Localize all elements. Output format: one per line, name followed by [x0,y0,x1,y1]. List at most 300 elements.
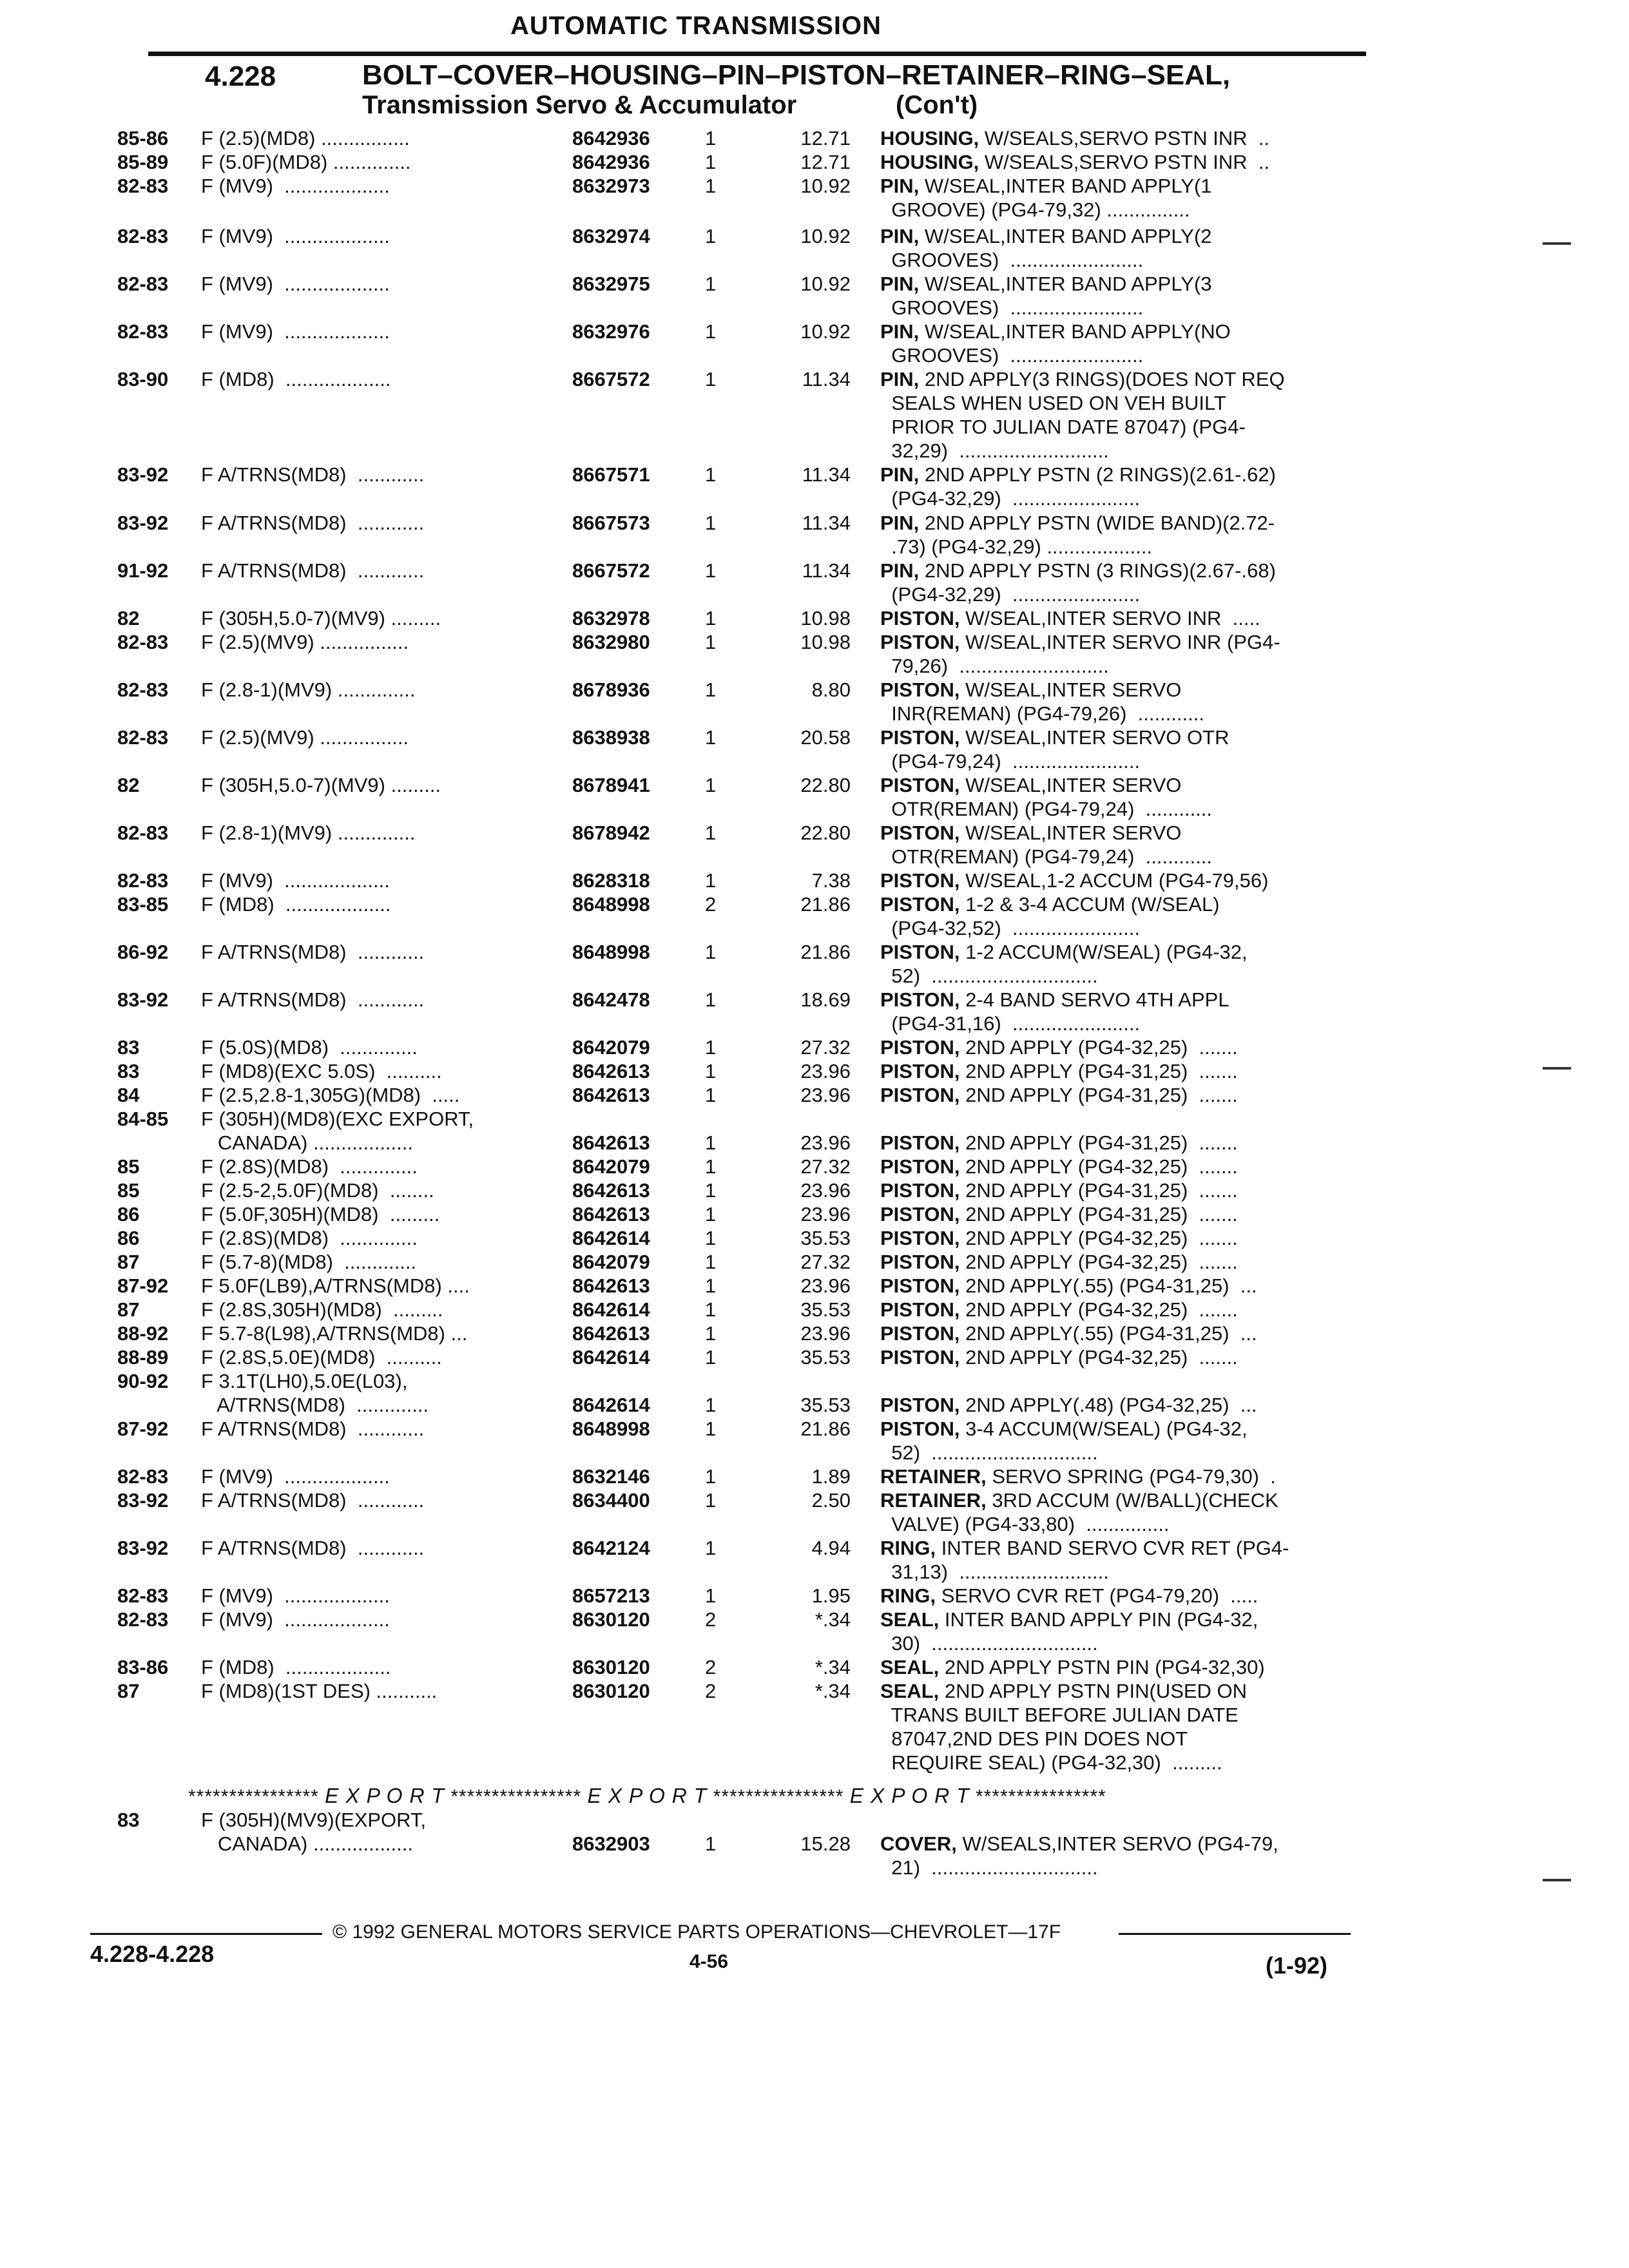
application-cell: CANADA) .................. [201,1832,413,1855]
part-detail: GROOVES) ........................ [880,296,1144,319]
part-name: PISTON, [880,631,960,653]
application-cell: F (MD8) ................... [201,1656,391,1678]
part-detail: VALVE) (PG4-33,80) ............... [880,1513,1170,1535]
application-cell: F (305H)(MD8)(EXC EXPORT, [201,1108,474,1130]
part-number-cell: 8634400 [572,1489,650,1512]
part-detail: 2ND APPLY PSTN PIN(USED ON [939,1680,1248,1702]
description-line [880,726,1357,749]
part-detail: 2-4 BAND SERVO 4TH APPL [959,988,1229,1011]
application-cell: F (MV9) ................... [201,1465,390,1488]
description-line [880,1608,1357,1631]
application-cell: F (MV9) ................... [201,1608,390,1631]
description-cell [880,1465,1357,1488]
part-number-cell: 8642613 [572,1322,650,1345]
description-line [880,797,1357,821]
application-cell: F (MD8) ................... [201,893,391,916]
part-detail: GROOVES) ........................ [880,249,1144,271]
description-cell [880,1298,1357,1321]
price-cell: 4.94 [811,1537,851,1559]
export-label: E X P O R T [325,1784,445,1807]
price-cell: 10.98 [800,607,851,629]
application-cell: F (5.7-8)(MD8) ............. [201,1251,417,1273]
description-line [880,1417,1357,1441]
quantity-cell: 1 [705,512,717,534]
quantity-cell: 1 [705,1298,717,1321]
part-detail: 2ND APPLY (PG4-32,25) ....... [959,1298,1238,1321]
part-detail: 2ND APPLY(3 RINGS)(DOES NOT REQ [919,368,1285,390]
part-name: HOUSING, [880,127,979,149]
application-cell: F (2.8S,5.0E)(MD8) .......... [201,1346,442,1369]
price-cell: 10.92 [800,273,851,295]
quantity-cell: 1 [705,127,717,149]
year-cell: 85 [117,1155,140,1178]
description-cell [880,1202,1357,1226]
price-cell: 11.34 [802,463,851,486]
description-line [880,869,1357,892]
description-line [880,1751,1357,1774]
description-line [880,486,1357,510]
part-number-cell: 8642613 [572,1203,650,1225]
quantity-cell: 1 [705,1322,717,1345]
part-number-cell: 8642613 [572,1131,650,1154]
price-cell: *.34 [815,1608,851,1631]
description-line [880,296,1357,320]
price-cell: 23.96 [800,1084,851,1106]
description-line [880,1441,1357,1465]
description-line [880,126,1357,150]
part-name: PISTON, [880,1394,960,1416]
part-name: PISTON, [880,774,960,796]
application-cell: F (5.0F)(MD8) .............. [201,151,411,173]
description-line [880,1631,1357,1655]
application-cell: F (2.5-2,5.0F)(MD8) ........ [201,1179,434,1202]
description-cell [880,1321,1357,1345]
application-cell: F (305H)(MV9)(EXPORT, [201,1809,427,1831]
part-name: PISTON, [880,1227,960,1249]
part-detail: W/SEALS,INTER SERVO (PG4-79, [956,1832,1278,1855]
part-name: PIN, [880,512,920,534]
part-name: PIN, [880,225,920,247]
description-cell [880,463,1357,510]
description-line [880,1155,1357,1178]
quantity-cell: 1 [705,151,717,173]
application-cell: F A/TRNS(MD8) ............ [201,512,425,534]
description-line [880,1584,1357,1608]
part-number-cell: 8632976 [572,320,650,343]
section-title-line2: Transmission Servo & Accumulator [362,91,797,119]
part-detail: 2ND APPLY PSTN (3 RINGS)(2.67-.68) [919,559,1276,582]
description-line [880,439,1357,463]
price-cell: 35.53 [800,1394,851,1416]
description-cell [880,606,1357,630]
year-cell: 90-92 [117,1370,169,1392]
footer-rule-left [90,1933,322,1935]
year-cell: 82-83 [117,1608,169,1631]
description-line [880,1465,1357,1488]
application-cell: F (MV9) ................... [201,225,390,247]
description-cell [880,1155,1357,1178]
description-cell [880,1488,1357,1536]
quantity-cell: 1 [705,607,717,629]
part-detail: SEALS WHEN USED ON VEH BUILT [880,392,1226,414]
year-cell: 82-83 [117,822,169,844]
description-line [880,988,1357,1012]
year-cell: 83 [117,1809,140,1831]
year-cell: 82 [117,607,140,629]
year-cell: 87 [117,1251,140,1273]
year-cell: 88-92 [117,1322,169,1345]
quantity-cell: 1 [705,1251,717,1273]
part-number-cell: 8628318 [572,869,650,892]
part-detail: W/SEALS,SERVO PSTN INR .. [979,127,1270,149]
quantity-cell: 1 [705,678,717,701]
part-detail: 52) .............................. [880,1441,1098,1464]
application-cell: CANADA) .................. [201,1131,413,1154]
part-number-cell: 8642936 [572,127,650,149]
quantity-cell: 1 [705,559,717,582]
part-detail: 3-4 ACCUM(W/SEAL) (PG4-32, [959,1418,1248,1440]
price-cell: 11.34 [802,368,851,390]
section-title-continued: (Con't) [896,91,978,119]
part-name: PISTON, [880,941,960,963]
description-line [880,940,1357,964]
part-detail: OTR(REMAN) (PG4-79,24) ............ [880,845,1213,868]
part-detail: 1-2 & 3-4 ACCUM (W/SEAL) [959,893,1220,916]
description-line [880,678,1357,702]
year-cell: 82-83 [117,726,169,749]
year-cell: 82-83 [117,1465,169,1488]
description-cell [880,1655,1357,1679]
description-line [880,367,1357,391]
year-cell: 82 [117,774,140,796]
price-cell: 18.69 [800,988,851,1011]
part-detail: W/SEAL,INTER BAND APPLY(2 [919,225,1212,247]
part-detail: (PG4-31,16) ....................... [880,1012,1141,1035]
part-detail: (PG4-32,29) ....................... [880,487,1141,510]
part-number-cell: 8642124 [572,1537,650,1559]
price-cell: 8.80 [811,678,851,701]
description-line [880,1178,1357,1202]
price-cell: 10.92 [800,320,851,343]
part-detail: 32,29) ........................... [880,439,1109,462]
description-line [880,272,1357,296]
description-cell [880,869,1357,892]
part-detail: SERVO CVR RET (PG4-79,20) ..... [936,1584,1258,1607]
year-cell: 88-89 [117,1346,169,1369]
part-detail: INTER BAND SERVO CVR RET (PG4- [936,1537,1289,1559]
price-cell: 35.53 [800,1227,851,1249]
section-title [362,61,1230,120]
year-cell: 87-92 [117,1274,169,1297]
year-cell: 83-92 [117,512,169,534]
quantity-cell: 1 [705,1418,717,1440]
description-line [880,463,1357,486]
part-name: PISTON, [880,1060,960,1082]
part-number-cell: 8642613 [572,1060,650,1082]
part-detail: 87047,2ND DES PIN DOES NOT [880,1727,1188,1750]
price-cell: 35.53 [800,1346,851,1369]
description-line [880,1560,1357,1584]
application-cell: F (MD8)(EXC 5.0S) .......... [201,1060,442,1082]
part-detail: 2ND APPLY (PG4-32,25) ....... [959,1036,1238,1059]
description-line [880,654,1357,678]
quantity-cell: 1 [705,774,717,796]
part-name: PISTON, [880,1131,960,1154]
part-name: PISTON, [880,607,960,629]
description-line [880,1298,1357,1321]
description-cell [880,1679,1357,1774]
price-cell: 27.32 [800,1036,851,1059]
part-name: PISTON, [880,1155,960,1178]
year-cell: 83-90 [117,368,169,390]
quantity-cell: 1 [705,1537,717,1559]
page-header-title: AUTOMATIC TRANSMISSION [510,12,882,40]
description-line [880,964,1357,988]
description-cell [880,320,1357,367]
part-name: PISTON, [880,1346,960,1369]
part-detail: 21) .............................. [880,1856,1098,1879]
year-cell: 82-83 [117,631,169,653]
part-number-cell: 8642613 [572,1179,650,1202]
export-label: E X P O R T [849,1784,970,1807]
description-line [880,1512,1357,1536]
part-detail: 2ND APPLY(.55) (PG4-31,25) ... [959,1274,1257,1297]
part-name: PIN, [880,175,920,197]
part-number-cell: 8632146 [572,1465,650,1488]
description-cell [880,1059,1357,1083]
application-cell: F A/TRNS(MD8) ............ [201,559,425,582]
price-cell: 21.86 [800,893,851,916]
year-cell: 82-83 [117,175,169,197]
application-cell: F A/TRNS(MD8) ............ [201,463,425,486]
part-name: PISTON, [880,1274,960,1297]
description-cell [880,511,1357,559]
part-number-cell: 8642936 [572,151,650,173]
application-cell: F (MV9) ................... [201,273,390,295]
part-number-cell: 8632973 [572,175,650,197]
quantity-cell: 1 [705,988,717,1011]
part-detail: 31,13) ........................... [880,1561,1109,1583]
application-cell: F A/TRNS(MD8) ............ [201,1418,425,1440]
application-cell: F (2.8-1)(MV9) .............. [201,822,416,844]
price-cell: 2.50 [811,1489,851,1512]
description-line [880,1703,1357,1727]
price-cell: *.34 [815,1680,851,1702]
description-cell [880,1131,1357,1155]
description-line [880,248,1357,272]
description-cell [880,1250,1357,1274]
description-line [880,1274,1357,1298]
description-line [880,559,1357,582]
quantity-cell: 1 [705,175,717,197]
part-number-cell: 8648998 [572,893,650,916]
part-detail: W/SEAL,INTER SERVO [959,678,1182,701]
part-detail: W/SEAL,INTER BAND APPLY(1 [919,175,1212,197]
part-detail: (PG4-79,24) ....................... [880,750,1141,773]
description-line [880,1131,1357,1155]
description-cell [880,1608,1357,1655]
application-cell: F (2.8S)(MD8) .............. [201,1227,418,1249]
description-line [880,1226,1357,1250]
description-cell [880,821,1357,869]
part-number-cell: 8678936 [572,678,650,701]
year-cell: 86-92 [117,941,169,963]
part-detail: 2ND APPLY (PG4-32,25) ....... [959,1251,1238,1273]
price-cell: 23.96 [800,1060,851,1082]
quantity-cell: 1 [705,225,717,247]
description-line [880,1679,1357,1703]
description-line [880,1083,1357,1107]
description-line [880,1655,1357,1679]
quantity-cell: 1 [705,1155,717,1178]
export-divider [188,1784,1354,1808]
year-cell: 85-89 [117,151,169,173]
description-cell [880,988,1357,1035]
part-name: PISTON, [880,1084,960,1106]
quantity-cell: 1 [705,1274,717,1297]
part-number-cell: 8642079 [572,1036,650,1059]
description-line [880,150,1357,174]
part-number-cell: 8648998 [572,1418,650,1440]
description-line [880,174,1357,198]
part-name: SEAL, [880,1680,940,1702]
part-number-cell: 8667573 [572,512,650,534]
price-cell: 15.28 [800,1832,851,1855]
description-cell [880,726,1357,773]
price-cell: 11.34 [802,512,851,534]
part-detail: 2ND APPLY (PG4-31,25) ....... [959,1060,1238,1082]
part-detail: 2ND APPLY PSTN (WIDE BAND)(2.72- [919,512,1275,534]
quantity-cell: 1 [705,1227,717,1249]
description-line [880,1321,1357,1345]
description-cell [880,1345,1357,1369]
description-cell [880,892,1357,940]
part-number-cell: 8632980 [572,631,650,653]
margin-mark [1543,242,1571,245]
part-name: PISTON, [880,1418,960,1440]
part-name: RETAINER, [880,1465,987,1488]
price-cell: 21.86 [800,1418,851,1440]
section-title-line1: BOLT–COVER–HOUSING–PIN–PISTON–RETAINER–RING–SEAL, [362,59,1231,91]
quantity-cell: 1 [705,273,717,295]
description-cell [880,272,1357,320]
year-cell: 85 [117,1179,140,1202]
year-cell: 82-83 [117,678,169,701]
year-cell: 82-83 [117,273,169,295]
quantity-cell: 1 [705,1489,717,1512]
application-cell: F A/TRNS(MD8) ............ [201,988,425,1011]
year-cell: 83-92 [117,463,169,486]
part-detail: REQUIRE SEAL) (PG4-32,30) ......... [880,1751,1222,1774]
export-stars: **************** [450,1786,582,1807]
year-cell: 82-83 [117,869,169,892]
description-line [880,916,1357,940]
part-name: COVER, [880,1832,957,1855]
part-number-cell: 8642079 [572,1155,650,1178]
application-cell: F (MV9) ................... [201,869,390,892]
part-name: PISTON, [880,1298,960,1321]
part-number-cell: 8642614 [572,1227,650,1249]
part-name: PISTON, [880,869,960,892]
part-detail: 2ND APPLY (PG4-31,25) ....... [959,1203,1238,1225]
export-stars: **************** [713,1786,844,1807]
part-name: PIN, [880,463,920,486]
description-cell [880,1832,1357,1879]
part-name: PISTON, [880,1179,960,1202]
part-detail: 2ND APPLY(.48) (PG4-32,25) ... [959,1394,1257,1416]
part-name: SEAL, [880,1608,940,1631]
description-cell [880,940,1357,988]
description-line [880,1393,1357,1417]
margin-mark [1543,1067,1571,1070]
application-cell: F (305H,5.0-7)(MV9) ......... [201,774,441,796]
year-cell: 84 [117,1084,140,1106]
application-cell: F 5.0F(LB9),A/TRNS(MD8) .... [201,1274,470,1297]
part-name: PIN, [880,559,920,582]
part-number-cell: 8632903 [572,1832,650,1855]
quantity-cell: 1 [705,1084,717,1106]
part-number-cell: 8667572 [572,368,650,390]
year-cell: 91-92 [117,559,169,582]
part-number-cell: 8642613 [572,1084,650,1106]
part-name: RING, [880,1537,936,1559]
price-cell: 27.32 [800,1251,851,1273]
part-detail: W/SEAL,INTER BAND APPLY(3 [919,273,1212,295]
quantity-cell: 1 [705,463,717,486]
application-cell: F (2.5)(MD8) ................ [201,127,410,149]
footer-date-code: (1-92) [1266,1952,1328,1979]
quantity-cell: 1 [705,368,717,390]
year-cell: 85-86 [117,127,169,149]
part-detail: 52) .............................. [880,965,1098,987]
price-cell: 1.89 [811,1465,851,1488]
application-cell: F (5.0S)(MD8) .............. [201,1036,418,1059]
part-name: PISTON, [880,1251,960,1273]
description-line [880,582,1357,606]
application-cell: F (MV9) ................... [201,320,390,343]
application-cell: F A/TRNS(MD8) ............ [201,941,425,963]
part-detail: W/SEAL,INTER BAND APPLY(NO [919,320,1231,343]
part-detail: 2ND APPLY PSTN PIN (PG4-32,30) [939,1656,1265,1678]
description-line [880,749,1357,773]
part-detail: 3RD ACCUM (W/BALL)(CHECK [986,1489,1278,1512]
part-detail: W/SEAL,INTER SERVO [959,822,1182,844]
part-name: PISTON, [880,678,960,701]
description-line [880,1488,1357,1512]
part-number-cell: 8630120 [572,1680,650,1702]
part-number-cell: 8642613 [572,1274,650,1297]
year-cell: 83 [117,1060,140,1082]
part-number-cell: 8630120 [572,1608,650,1631]
part-number-cell: 8632974 [572,225,650,247]
description-line [880,821,1357,845]
application-cell: F A/TRNS(MD8) ............ [201,1537,425,1559]
description-cell [880,367,1357,463]
part-detail: W/SEAL,INTER SERVO INR (PG4- [959,631,1280,653]
part-detail: INR(REMAN) (PG4-79,26) ............ [880,702,1204,725]
description-line [880,892,1357,916]
application-cell: F A/TRNS(MD8) ............ [201,1489,425,1512]
quantity-cell: 1 [705,869,717,892]
part-number-cell: 8642079 [572,1251,650,1273]
description-cell [880,174,1357,222]
description-cell [880,1393,1357,1417]
quantity-cell: 2 [705,893,717,916]
part-detail: W/SEALS,SERVO PSTN INR .. [979,151,1270,173]
price-cell: 1.95 [811,1584,851,1607]
section-number: 4.228 [205,61,276,92]
footer-section-range: 4.228-4.228 [90,1941,215,1967]
